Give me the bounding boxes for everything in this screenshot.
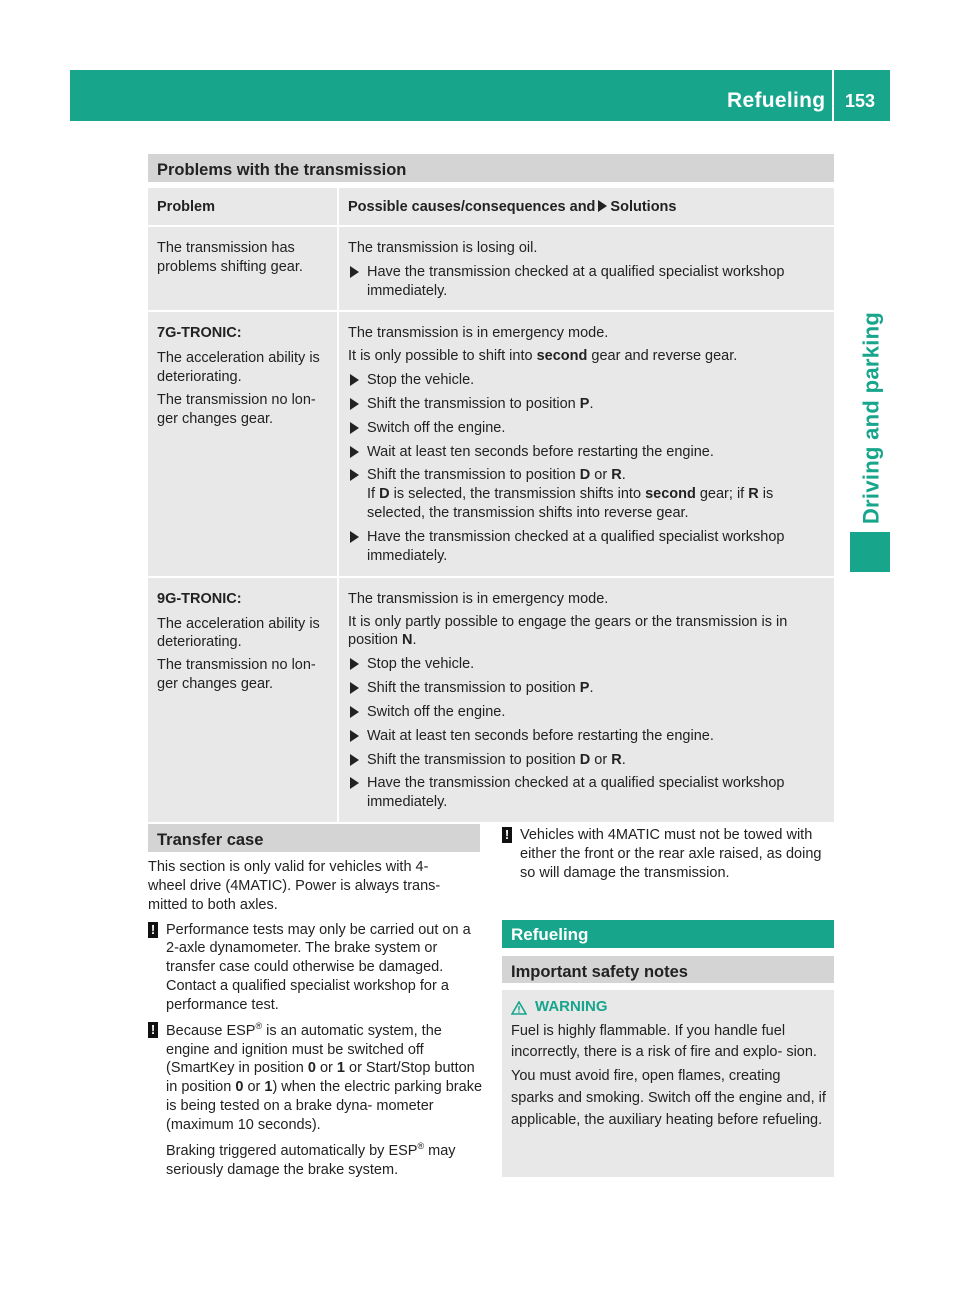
note-performance-tests [148,921,482,1015]
row2-problem-p1: The acceleration ability is deteriorating. [157,350,320,386]
row3-step-4: Wait at least ten seconds before restarting the engine. [348,727,826,746]
page-number: 153 [845,91,876,111]
row1-cause: The transmission is losing oil. [348,239,538,256]
note-esp-braking: Braking triggered automatically by ESP® may seriously damage the brake system. [166,1140,456,1178]
col-header-solutions-b: Solutions [610,199,677,215]
table-row [148,310,834,575]
row3-cause-2: It is only partly possible to engage the gears or the transmission is in position N. [348,613,788,649]
col-header-problem: Problem [148,188,339,225]
header-separator [832,70,834,121]
row2-step-5: Shift the transmission to position D or R. If D is selected, the transmission shifts into second gear; if R is selected, the transmission shifts into reverse gear. [348,466,826,523]
warning-text-1: Fuel is highly flammable. If you handle fuel incorrectly, there is a risk of fire and explo- sion. [511,1022,817,1061]
warning-triangle-icon [511,1000,527,1014]
row2-step-1: Stop the vehicle. [348,371,826,390]
note-esp: ! Because ESP® is an automatic system, the engine and ignition must be switched off (SmartKey in position 0 or 1 or Start/Stop button in position 0 or 1) when the electric parking brake is being tested on a brake dyna- mometer (maximum 10 seconds). Braking triggered automatically by ESP® may seriously damage the brake system. [148,1021,482,1180]
warning-text-2: You must avoid fire, open flames, creating sparks and smoking. Switch off the engine and, if applicable, the auxiliary heating before refueling. [511,1068,826,1128]
note-towing [502,826,836,883]
row2-step-4: Wait at least ten seconds before restarting the engine. [348,443,826,462]
header-section-title: Refueling [727,89,826,112]
transmission-table [148,188,834,822]
col-header-solutions [339,188,834,225]
arrow-right-icon [598,200,607,212]
row2-label: 7G-TRONIC: [157,325,242,342]
transfer-case-intro: This section is only valid for vehicles with 4- wheel drive (4MATIC). Power is always trans- mitted to both axles. [148,859,441,913]
note-performance-text: Performance tests may only be carried out on a 2-axle dynamometer. The brake system or transfer case could otherwise be damaged. Contact a qualified specialist workshop for a performance test. [166,921,471,1013]
row3-cause-1: The transmission is in emergency mode. [348,590,609,607]
transfer-case-right-column [502,826,836,889]
row2-problem-p2: The transmission no lon- ger changes gear. [157,391,316,427]
row3-label: 9G-TRONIC: [157,590,242,607]
row3-step-6: Have the transmission checked at a qualified specialist workshop immediately. [348,774,826,812]
row2-step-3: Switch off the engine. [348,419,826,438]
exclamation-icon: ! [148,1022,158,1038]
row3-problem [148,576,339,822]
warning-label: WARNING [535,998,608,1015]
row2-step-6: Have the transmission checked at a qualified specialist workshop immediately. [348,528,826,566]
side-tab-chapter: Driving and parking [858,311,884,525]
row1-step-1: Have the transmission checked at a qualified specialist workshop immediately. [348,263,826,301]
row2-step-2: Shift the transmission to position P. [348,395,826,414]
warning-box [502,990,834,1177]
row2-cause-2: It is only possible to shift into second gear and reverse gear. [348,348,738,365]
row2-cause-1: The transmission is in emergency mode. [348,325,609,342]
safety-notes-heading: Important safety notes [502,956,834,983]
row1-problem [148,225,339,311]
row2-problem [148,310,339,575]
col-header-solutions-a: Possible causes/consequences and [348,199,596,215]
row3-solution [339,576,834,822]
exclamation-icon: ! [148,922,158,938]
note-towing-text: Vehicles with 4MATIC must not be towed with either the front or the rear axle raised, as doing so will damage the transmission. [520,827,822,881]
row3-problem-p1: The acceleration ability is deteriorating. [157,615,320,651]
row3-step-5: Shift the transmission to position D or R. [348,751,826,770]
row1-problem-text: The transmission has problems shifting gear. [157,239,303,275]
row3-step-3: Switch off the engine. [348,703,826,722]
table-row [148,576,834,822]
row3-step-1: Stop the vehicle. [348,655,826,674]
warning-header [511,996,826,1019]
table-header-row [148,188,834,225]
row3-problem-p2: The transmission no lon- ger changes gear. [157,657,316,693]
row1-solution [339,225,834,311]
exclamation-icon: ! [502,827,512,843]
row2-solution [339,310,834,575]
table-row [148,225,834,311]
row3-step-2: Shift the transmission to position P. [348,679,826,698]
side-tab-marker [850,532,890,572]
refueling-heading: Refueling [502,920,834,948]
transmission-heading: Problems with the transmission [148,154,834,182]
transfer-case-left-column [148,858,482,1186]
transfer-case-heading: Transfer case [148,824,480,852]
